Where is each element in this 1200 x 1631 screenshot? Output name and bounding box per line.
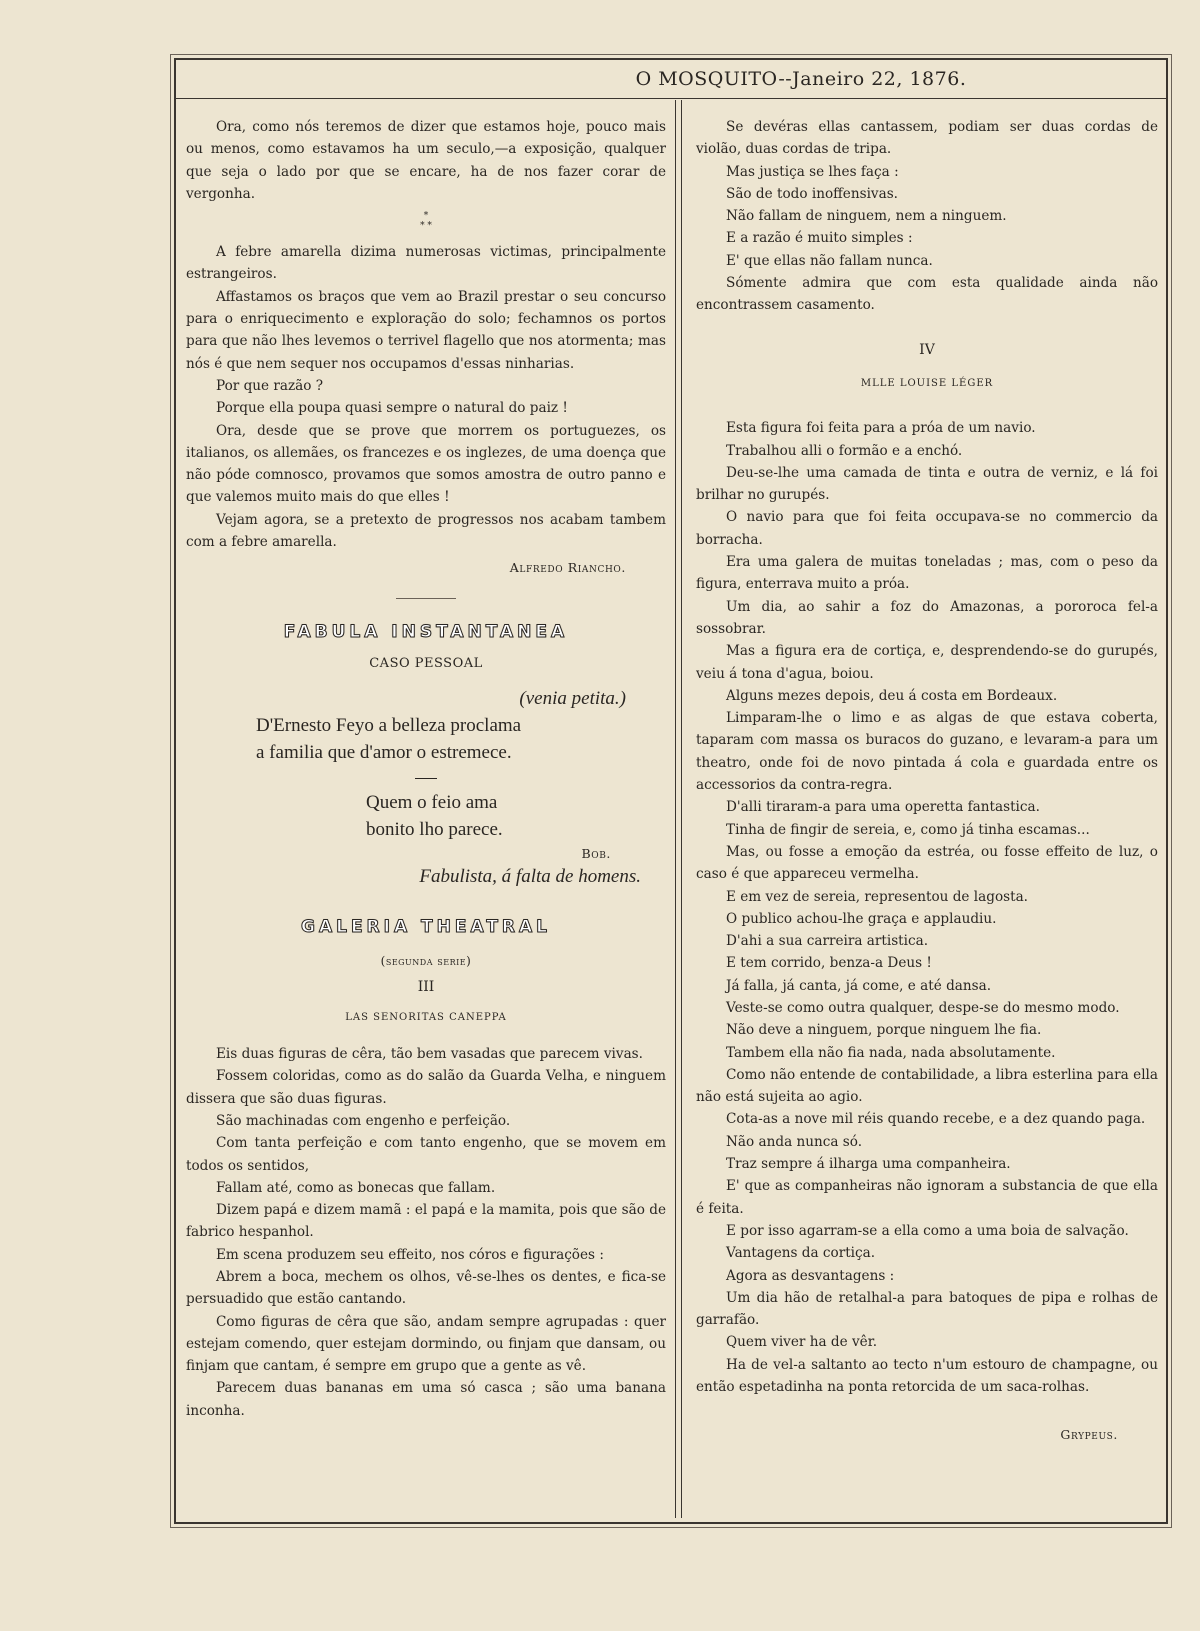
paragraph: Tambem ella não fia nada, nada absolutamente. xyxy=(726,1044,1056,1061)
signature: Alfredo Riancho. xyxy=(509,560,626,576)
paragraph: Fallam até, como as bonecas que fallam. xyxy=(216,1179,496,1196)
caso-heading: CASO PESSOAL xyxy=(369,655,483,671)
paragraph: Eis duas figuras de cêra, tão bem vasadas que parecem vivas. xyxy=(216,1046,643,1063)
paragraph: Por que razão ? xyxy=(216,377,324,394)
paragraph: Mas, ou fosse a emoção da estréa, ou fosse effeito de luz, o caso é que appareceu vermelha. xyxy=(696,843,1158,883)
paragraph: Affastamos os braços que vem ao Brazil prestar o seu concurso para o enriquecimento e exploração do solo; fechamnos os portos para que não lhes levemos o terrivel flagello que nos atormenta; mas nós é que nem sequer nos occupamos d'essas ninharias. xyxy=(186,288,666,372)
paragraph: D'ahi a sua carreira artistica. xyxy=(726,933,929,950)
galeria-title: GALERIA THEATRAL xyxy=(301,916,551,937)
fabulista: Fabulista, á falta de homens. xyxy=(419,865,641,887)
paragraph: Alguns mezes depois, deu á costa em Bordeaux. xyxy=(726,687,1058,704)
paragraph: Veste-se como outra qualquer, despe-se do mesmo modo. xyxy=(726,999,1120,1016)
paragraph: E a razão é muito simples : xyxy=(726,230,913,247)
paragraph: O navio para que foi feita occupava-se no commercio da borracha. xyxy=(696,509,1158,548)
paragraph: Dizem papá e dizem mamã : el papá e la mamita, pois que são de fabrico hespanhol. xyxy=(186,1202,666,1241)
paragraph: Se devéras ellas cantassem, podiam ser duas cordas de violão, duas cordas de tripa. xyxy=(696,119,1158,158)
paragraph: Esta figura foi feita para a próa de um navio. xyxy=(726,420,1036,437)
paragraph: Um dia, ao sahir a foz do Amazonas, a pororoca fel-a sossobrar. xyxy=(696,598,1158,637)
section-heading: LAS SENORITAS CANEPPA xyxy=(345,1011,507,1023)
paragraph: O publico achou-lhe graça e applaudiu. xyxy=(726,910,997,927)
section-heading: MLLE LOUISE LÉGER xyxy=(860,377,994,389)
signature: Bob. xyxy=(581,846,611,862)
paragraph: São de todo inoffensivas. xyxy=(726,185,898,202)
paragraph: E tem corrido, benza-a Deus ! xyxy=(726,955,932,972)
paragraph: Em scena produzem seu effeito, nos córos e figurações : xyxy=(216,1246,604,1263)
column-divider xyxy=(675,100,682,1518)
paragraph: Já falla, já canta, já come, e até dansa. xyxy=(726,977,992,994)
paragraph: Quem viver ha de vêr. xyxy=(726,1334,878,1351)
verse-line: bonito lho parece. xyxy=(366,819,503,841)
section-number: IV xyxy=(919,341,935,358)
paragraph: Não anda nunca só. xyxy=(726,1133,863,1150)
paragraph: Agora as desvantagens : xyxy=(726,1267,895,1284)
paragraph: E' que as companheiras não ignoram a substancia de que ella é feita. xyxy=(696,1178,1158,1217)
star: * * xyxy=(420,221,432,232)
signature: Grypeus. xyxy=(1060,1427,1118,1443)
paragraph: Como não entende de contabilidade, a libra esterlina para ella não está sujeita ao agio. xyxy=(696,1066,1158,1106)
paragraph: Sómente admira que com esta qualidade ainda não encontrassem casamento. xyxy=(696,275,1158,314)
paragraph: Abrem a boca, mechem os olhos, vê-se-lhes os dentes, e fica-se persuadido que estão cantando. xyxy=(186,1268,666,1308)
paragraph: Fossem coloridas, como as do salão da Guarda Velha, e ninguem dissera que são duas figuras. xyxy=(186,1068,666,1107)
paragraph: Traz sempre á ilharga uma companheira. xyxy=(726,1156,1011,1173)
poem xyxy=(186,685,666,843)
paragraph: D'alli tiraram-a para uma operetta fantastica. xyxy=(726,799,1040,816)
paragraph: Não deve a ninguem, porque ninguem lhe fia. xyxy=(726,1022,1042,1039)
fabula-title: FABULA INSTANTANEA xyxy=(283,621,569,642)
paragraph: Vantagens da cortiça. xyxy=(726,1245,876,1262)
paragraph: E por isso agarram-se a ella como a uma boia de salvação. xyxy=(726,1222,1129,1239)
paragraph: Trabalhou alli o formão e a enchó. xyxy=(726,442,963,459)
paragraph: Deu-se-lhe uma camada de tinta e outra de verniz, e lá foi brilhar no gurupés. xyxy=(696,464,1158,504)
left-column xyxy=(186,116,666,1422)
paragraph: Tinha de fingir de sereia, e, como já tinha escamas... xyxy=(726,821,1090,838)
paragraph: Porque ella poupa quasi sempre o natural do paiz ! xyxy=(216,400,568,417)
serie-heading: (segunda serie) xyxy=(380,954,472,969)
paragraph: Não fallam de ninguem, nem a ninguem. xyxy=(726,208,1007,225)
paragraph: Vejam agora, se a pretexto de progressos nos acabam tambem com a febre amarella. xyxy=(186,511,666,551)
page-header xyxy=(176,60,1166,99)
paragraph: Limparam-lhe o limo e as algas de que estava coberta, taparam com massa os buracos do guzano, e levaram-a para um theatro, onde foi de novo pintada á cola e guardada entre os accessorios da contra-regra. xyxy=(696,710,1158,794)
section-number: III xyxy=(417,979,435,996)
verse-line: D'Ernesto Feyo a belleza proclama xyxy=(256,715,522,737)
star: * xyxy=(423,211,429,222)
paragraph: A febre amarella dizima numerosas victimas, principalmente estrangeiros. xyxy=(186,244,666,283)
verse-line: Quem o feio ama xyxy=(366,792,498,814)
paragraph: Com tanta perfeição e com tanto engenho, que se movem em todos os sentidos, xyxy=(186,1135,666,1174)
paragraph: Ha de vel-a saltanto ao tecto n'um estouro de champagne, ou então espetadinha na ponta retorcida de um saca-rolhas. xyxy=(696,1356,1158,1396)
page-title: O MOSQUITO--Janeiro 22, 1876. xyxy=(635,68,967,90)
paragraph: Parecem duas bananas em uma só casca ; são uma banana inconha. xyxy=(186,1380,666,1419)
paragraph: Mas justiça se lhes faça : xyxy=(726,163,899,180)
separator xyxy=(396,598,456,599)
section-stars xyxy=(186,211,666,231)
paragraph: Como figuras de cêra que são, andam sempre agrupadas : quer estejam comendo, quer estejam dormindo, ou finjam que dansam, ou finjam que cantam, é sempre em grupo que a gente as vê. xyxy=(186,1313,666,1375)
paragraph: Ora, desde que se prove que morrem os portuguezes, os italianos, os allemães, os francezes e os inglezes, de uma doença que não póde comnosco, provamos que somos amostra de outro panno e que valemos muito mais do que elles ! xyxy=(186,422,666,506)
paragraph: Um dia hão de retalhal-a para batoques de pipa e rolhas de garrafão. xyxy=(696,1289,1158,1329)
right-column xyxy=(696,116,1158,1447)
paragraph: E em vez de sereia, representou de lagosta. xyxy=(726,888,1028,905)
paragraph: E' que ellas não fallam nunca. xyxy=(726,252,933,269)
paragraph: Cota-as a nove mil réis quando recebe, e a dez quando paga. xyxy=(726,1111,1146,1128)
verse-line: a familia que d'amor o estremece. xyxy=(256,742,512,764)
paragraph: São machinadas com engenho e perfeição. xyxy=(216,1112,511,1129)
paragraph: Mas a figura era de cortiça, e, desprendendo-se do gurupés, veiu á tona d'agua, boiou. xyxy=(696,643,1158,682)
paragraph: Era uma galera de muitas toneladas ; mas, com o peso da figura, enterrava muito a próa. xyxy=(696,554,1158,593)
verse-rule xyxy=(415,778,437,779)
paragraph: Ora, como nós teremos de dizer que estamos hoje, pouco mais ou menos, como estavamos ha um seculo,—a exposição, qualquer que seja o lado por que se encare, ha de nos fazer corar de vergonha. xyxy=(186,119,666,202)
page-frame xyxy=(174,58,1168,1524)
venia: (venia petita.) xyxy=(519,688,626,710)
